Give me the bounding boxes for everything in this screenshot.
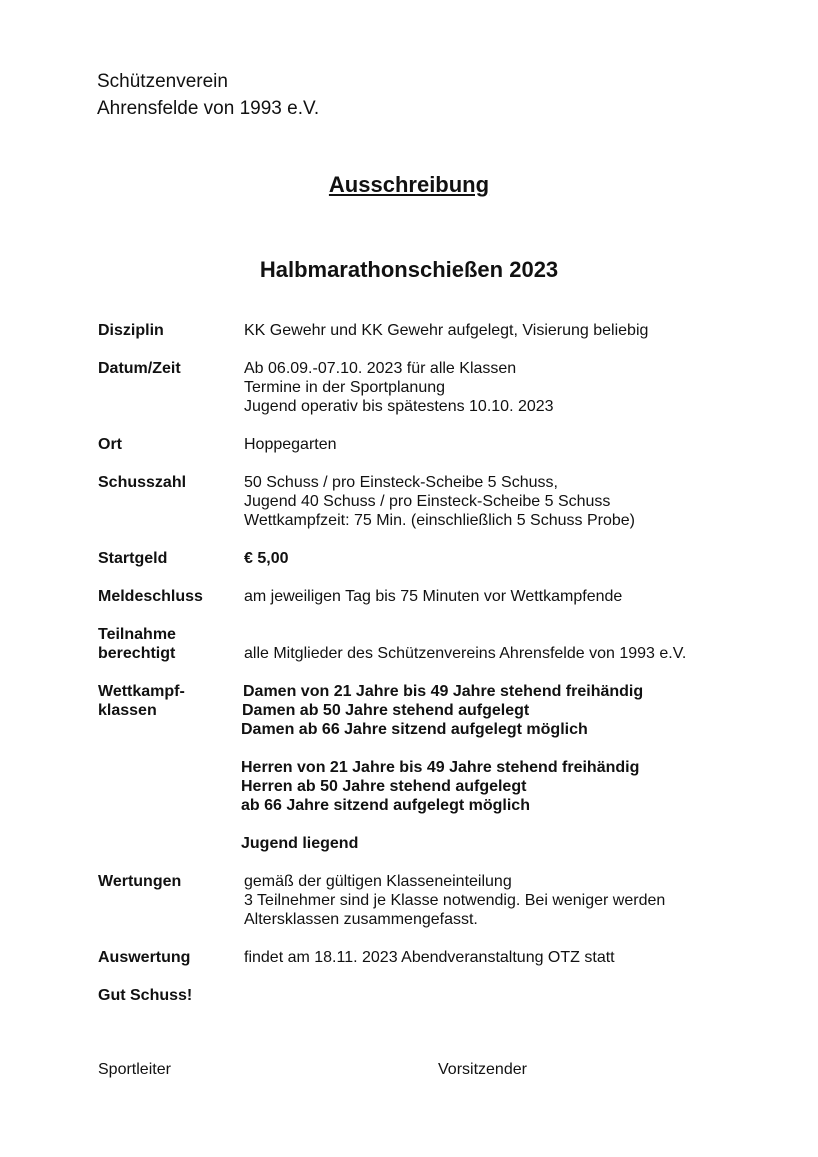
class-herren-3: ab 66 Jahre sitzend aufgelegt möglich [241, 797, 530, 814]
label-datum-zeit: Datum/Zeit [98, 360, 181, 377]
label-teilnahme: Teilnahme [98, 626, 176, 643]
closing-text: Gut Schuss! [98, 987, 193, 1004]
value-startgeld: € 5,00 [244, 550, 289, 567]
organization-name-line2: Ahrensfelde von 1993 e.V. [97, 98, 320, 119]
class-damen-1: Damen von 21 Jahre bis 49 Jahre stehend freihändig [243, 683, 644, 700]
value-schusszahl-line3: Wettkampfzeit: 75 Min. (einschließlich 5 Schuss Probe) [244, 512, 635, 529]
label-meldeschluss: Meldeschluss [98, 588, 203, 605]
signature-vorsitzender: Vorsitzender [438, 1061, 527, 1078]
label-schusszahl: Schusszahl [98, 474, 187, 491]
value-auswertung: findet am 18.11. 2023 Abendveranstaltung OTZ statt [244, 949, 615, 966]
value-datum-zeit-line2: Termine in der Sportplanung [244, 379, 446, 396]
value-disziplin: KK Gewehr und KK Gewehr aufgelegt, Visierung beliebig [244, 322, 649, 339]
class-herren-1: Herren von 21 Jahre bis 49 Jahre stehend freihändig [241, 759, 640, 776]
label-berechtigt: berechtigt [98, 645, 176, 662]
label-startgeld: Startgeld [98, 550, 168, 567]
value-datum-zeit-line3: Jugend operativ bis spätestens 10.10. 2023 [244, 398, 554, 415]
label-wertungen: Wertungen [98, 873, 182, 890]
label-wettkampf: Wettkampf- [98, 683, 185, 700]
label-ort: Ort [98, 436, 122, 453]
label-auswertung: Auswertung [98, 949, 191, 966]
organization-name: Schützenverein [97, 71, 228, 92]
document-subtitle: Halbmarathonschießen 2023 [259, 257, 559, 282]
value-datum-zeit-line1: Ab 06.09.-07.10. 2023 für alle Klassen [244, 360, 517, 377]
value-ort: Hoppegarten [244, 436, 337, 453]
label-klassen: klassen [98, 702, 157, 719]
document-title: Ausschreibung [328, 172, 490, 197]
class-jugend: Jugend liegend [241, 835, 359, 852]
signature-sportleiter: Sportleiter [98, 1061, 171, 1078]
value-meldeschluss: am jeweiligen Tag bis 75 Minuten vor Wettkampfende [244, 588, 623, 605]
label-disziplin: Disziplin [98, 322, 164, 339]
class-damen-2: Damen ab 50 Jahre stehend aufgelegt [242, 702, 530, 719]
value-schusszahl-line1: 50 Schuss / pro Einsteck-Scheibe 5 Schuss, [244, 474, 558, 491]
value-schusszahl-line2: Jugend 40 Schuss / pro Einsteck-Scheibe 5 Schuss [244, 493, 611, 510]
class-herren-2: Herren ab 50 Jahre stehend aufgelegt [241, 778, 527, 795]
value-wertungen-line3: Altersklassen zusammengefasst. [244, 911, 478, 928]
value-teilnahme: alle Mitglieder des Schützenvereins Ahrensfelde von 1993 e.V. [244, 645, 687, 662]
class-damen-3: Damen ab 66 Jahre sitzend aufgelegt möglich [241, 721, 588, 738]
value-wertungen-line2: 3 Teilnehmer sind je Klasse notwendig. Bei weniger werden [244, 892, 666, 909]
value-wertungen-line1: gemäß der gültigen Klasseneinteilung [244, 873, 512, 890]
